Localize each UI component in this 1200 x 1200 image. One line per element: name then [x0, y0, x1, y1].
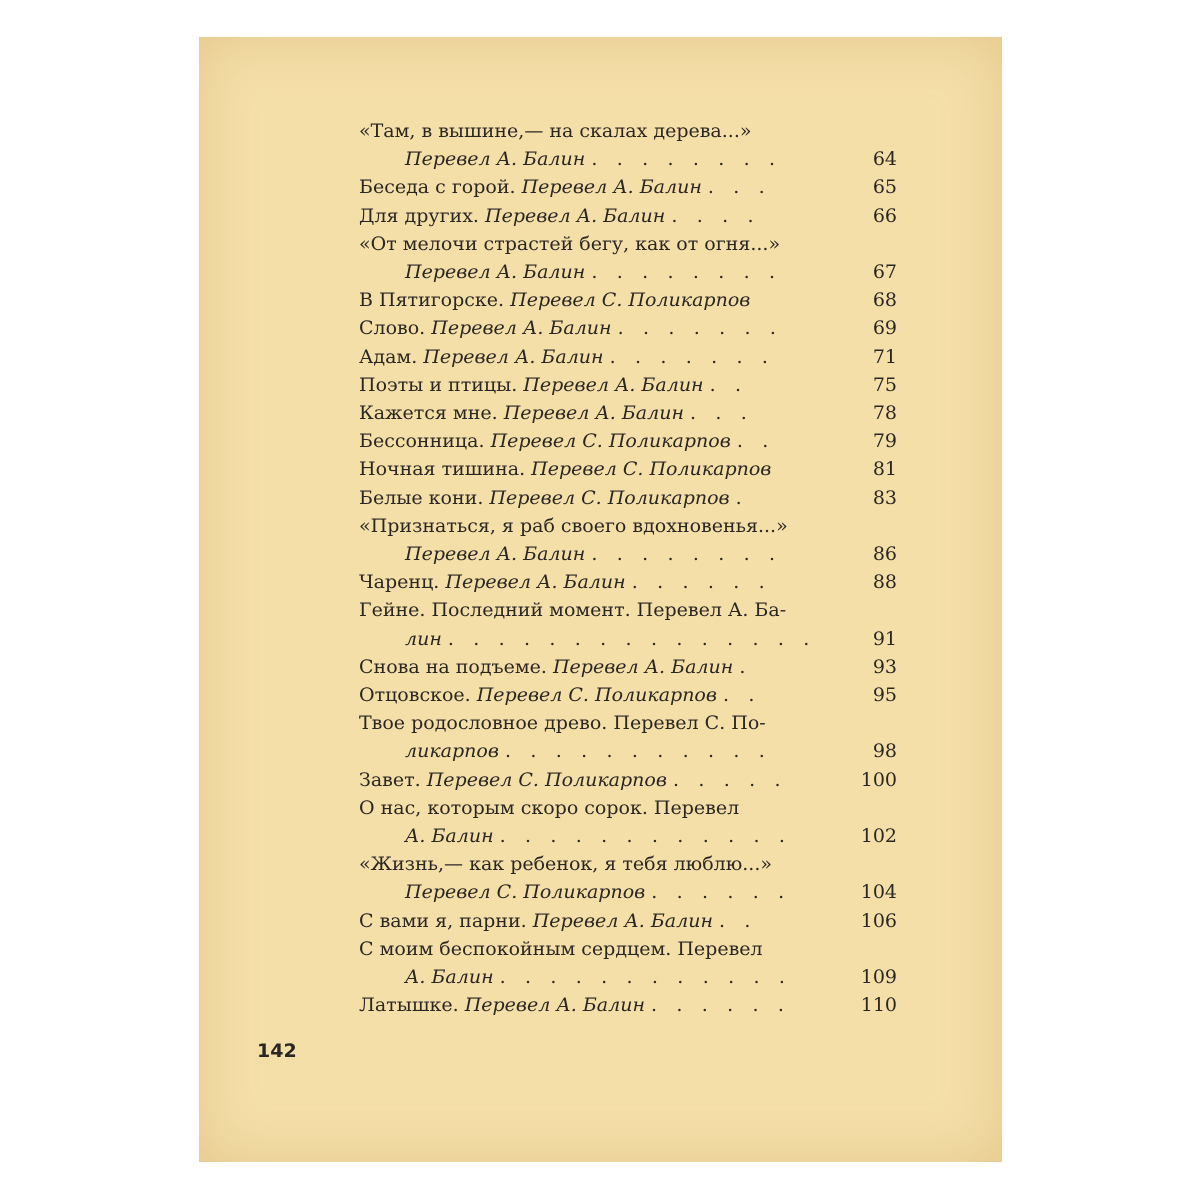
toc-entry [359, 399, 897, 427]
toc-entry [359, 935, 897, 991]
entry-translator: Перевел С. Поликарпов [531, 458, 772, 481]
leader-dots: . . . . . . [631, 571, 772, 594]
entry-title: Латышке. [359, 994, 459, 1017]
entry-translator: Перевел А. Балин [503, 402, 684, 425]
entry-title: «Там, в вышине,— на скалах дерева...» [359, 120, 752, 142]
leader-dots: . . [736, 430, 775, 453]
entry-translator: Перевел С. Поликарпов [510, 289, 751, 312]
entry-page-number: 64 [872, 148, 897, 171]
entry-title: С вами я, парни. [359, 909, 527, 932]
entry-translator: Перевел А. Балин [523, 373, 704, 396]
leader-dots: . . . . . . . . . . . [504, 740, 772, 763]
entry-title: О нас, которым скоро сорок. Перевел [359, 796, 740, 819]
entry-translator: Перевел С. Поликарпов [490, 430, 731, 453]
entry-translator: Перевел С. Поликарпов [405, 881, 646, 904]
entry-translator: Перевел А. Балин [464, 994, 645, 1017]
entry-translator: Перевел А. Балин [445, 571, 626, 594]
entry-page-number: 106 [860, 909, 897, 932]
toc-entry [359, 596, 897, 652]
toc-entry [359, 286, 897, 314]
entry-page-number: 66 [872, 204, 897, 227]
entry-page-number: 93 [872, 655, 897, 678]
leader-dots: . . . . . . . . . . . . [499, 966, 792, 989]
entry-page-number: 67 [872, 261, 897, 284]
entry-translator: Перевел А. Балин [405, 543, 586, 566]
toc-entry [359, 230, 897, 286]
entry-title: Белые кони. [359, 486, 484, 509]
toc-entry [359, 794, 897, 850]
entry-translator: Перевел А. Балин [532, 909, 713, 932]
leader-dots: . [739, 655, 753, 678]
leader-dots: . . . . . . [651, 881, 791, 904]
entry-translator: Перевел С. Поликарпов [489, 486, 730, 509]
entry-title: Чаренц. [359, 571, 440, 594]
entry-translator: А. Балин [405, 825, 494, 848]
entry-translator: Перевел С. Поликарпов [476, 684, 717, 707]
entry-title: Поэты и птицы. [359, 373, 518, 396]
toc-entry [359, 455, 897, 483]
entry-page-number: 83 [872, 486, 897, 509]
entry-translator: Перевел А. Балин [485, 204, 666, 227]
entry-translator: лин [405, 627, 442, 650]
entry-title: Отцовское. [359, 684, 471, 707]
entry-title: Завет. [359, 768, 421, 791]
entry-title: Гейне. Последний момент. Перевел А. Ба- [359, 599, 787, 622]
entry-translator: Перевел А. Балин [423, 345, 604, 368]
entry-title: «Жизнь,— как ребенок, я тебя люблю...» [359, 853, 772, 876]
entry-page-number: 79 [872, 430, 897, 453]
toc-entry [359, 653, 897, 681]
toc-entry [359, 314, 897, 342]
leader-dots: . . . . . . . [617, 317, 783, 340]
entry-title: «От мелочи страстей бегу, как от огня...» [359, 232, 781, 255]
book-page [199, 37, 1002, 1162]
toc-entry [359, 117, 897, 173]
entry-translator: Перевел А. Балин [405, 148, 586, 171]
entry-title: «Признаться, я раб своего вдохновенья...» [359, 514, 788, 537]
entry-page-number: 69 [872, 317, 897, 340]
leader-dots: . . . . . [672, 768, 788, 791]
entry-page-number: 81 [872, 458, 897, 481]
table-of-contents [359, 117, 897, 1020]
leader-dots: . . . . . . . . [591, 543, 782, 566]
leader-dots: . . [722, 684, 762, 707]
entry-title: Для других. [359, 204, 479, 227]
entry-page-number: 102 [860, 825, 897, 848]
entry-title: Кажется мне. [359, 402, 498, 425]
toc-entry [359, 512, 897, 568]
leader-dots: . . . . . . . [609, 345, 775, 368]
leader-dots: . . . [690, 402, 754, 425]
toc-entry [359, 202, 897, 230]
toc-entry [359, 766, 897, 794]
toc-entry [359, 173, 897, 201]
entry-page-number: 88 [872, 571, 897, 594]
toc-entry [359, 991, 897, 1019]
leader-dots: . . . . [671, 204, 761, 227]
entry-page-number: 78 [872, 402, 897, 425]
entry-page-number: 110 [860, 994, 897, 1017]
toc-entry [359, 484, 897, 512]
leader-dots: . . . . . . . . . . . . . . . [447, 627, 816, 650]
entry-translator: Перевел А. Балин [521, 176, 702, 199]
entry-page-number: 100 [860, 768, 897, 791]
entry-translator: Перевел А. Балин [552, 655, 734, 678]
entry-title: Твое родословное древо. Перевел С. По- [359, 712, 766, 735]
entry-page-number: 91 [872, 627, 897, 650]
leader-dots: . . . . . . . . . . . . [499, 825, 792, 848]
entry-title: В Пятигорске. [359, 289, 505, 312]
toc-entry [359, 343, 897, 371]
entry-page-number: 95 [872, 684, 897, 707]
entry-translator: Перевел С. Поликарпов [426, 768, 667, 791]
entry-translator: ликарпов [405, 740, 499, 763]
entry-page-number: 98 [872, 740, 897, 763]
leader-dots: . [735, 486, 749, 509]
entry-title: Снова на подъеме. [359, 655, 547, 678]
leader-dots: . . . . . . . . [591, 261, 782, 284]
entry-translator: Перевел А. Балин [405, 261, 586, 284]
leader-dots: . . . [707, 176, 772, 199]
entry-translator: А. Балин [405, 966, 494, 989]
entry-page-number: 104 [860, 881, 897, 904]
entry-title: Адам. [359, 345, 418, 368]
toc-entry [359, 371, 897, 399]
entry-page-number: 68 [872, 289, 897, 312]
toc-entry [359, 681, 897, 709]
leader-dots: . . . . . . . . [591, 148, 782, 171]
page-number: 142 [257, 1040, 297, 1062]
toc-entry [359, 850, 897, 906]
toc-entry [359, 709, 897, 765]
leader-dots: . . [719, 909, 758, 932]
entry-title: Бессонница. [359, 430, 485, 453]
toc-entry [359, 907, 897, 935]
entry-page-number: 65 [872, 176, 897, 199]
toc-entry [359, 427, 897, 455]
toc-entry [359, 568, 897, 596]
entry-page-number: 75 [872, 373, 897, 396]
entry-page-number: 86 [872, 543, 897, 566]
entry-page-number: 109 [860, 966, 897, 989]
entry-translator: Перевел А. Балин [431, 317, 612, 340]
entry-title: Беседа с горой. [359, 176, 516, 199]
entry-page-number: 71 [872, 345, 897, 368]
entry-title: Слово. [359, 317, 426, 340]
entry-title: Ночная тишина. [359, 458, 526, 481]
leader-dots: . . . . . . [651, 994, 791, 1017]
leader-dots: . . [709, 373, 748, 396]
entry-title: С моим беспокойным сердцем. Перевел [359, 937, 763, 960]
